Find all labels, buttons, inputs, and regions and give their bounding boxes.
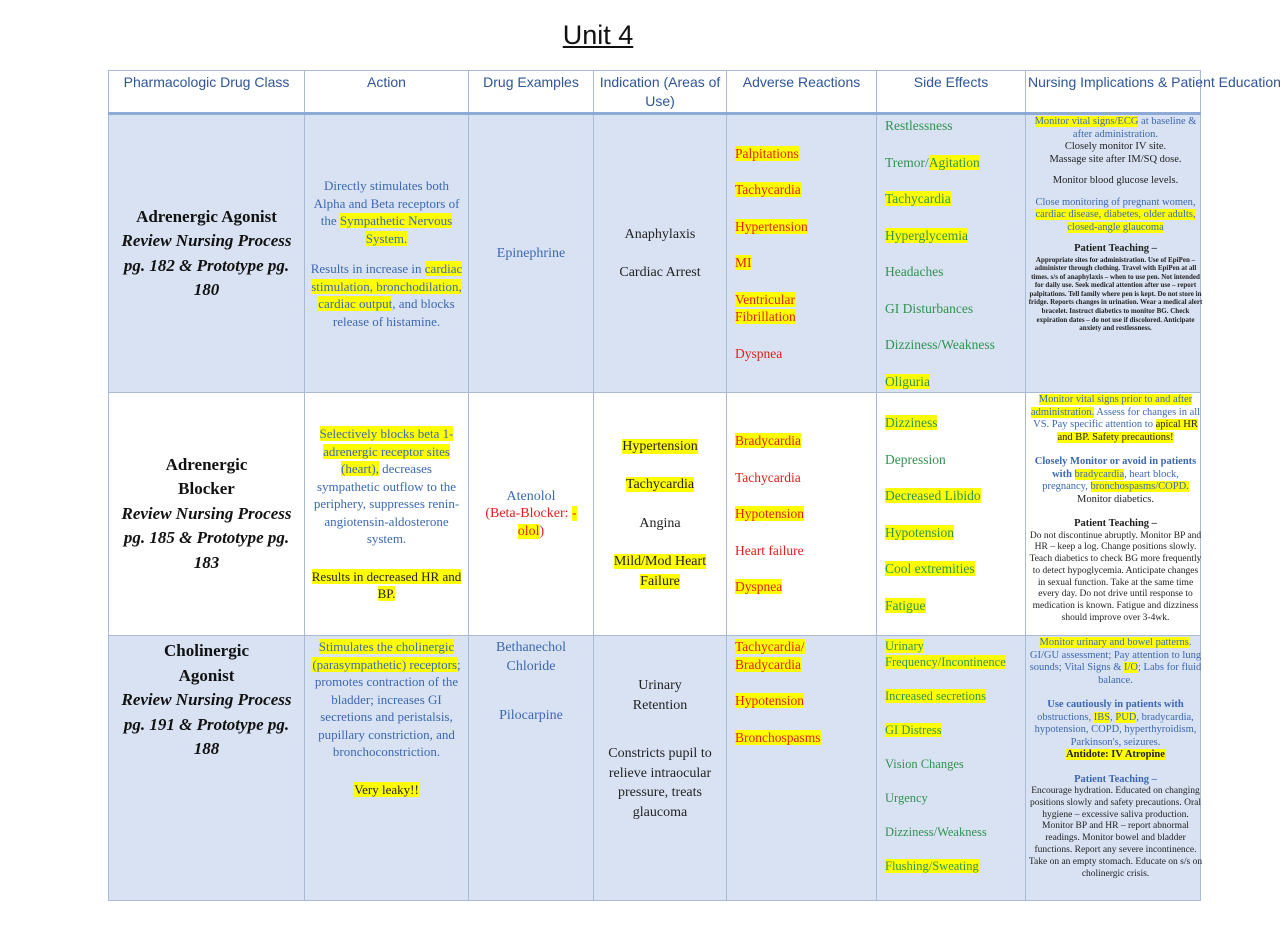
drug-class-cell <box>109 636 305 901</box>
side-effect-item: Decreased Libido <box>885 488 981 503</box>
adverse-item: Hypotension <box>735 506 804 522</box>
indication-item: Constricts pupil to relieve intraocular pressure, treats glaucoma <box>608 746 712 820</box>
side-effects-cell <box>877 636 1026 901</box>
adverse-item: Palpitations <box>735 145 799 161</box>
nursing-implications-cell: Monitor vital signs/ECG at baseline & after administration. Closely monitor IV site. Massage site after IM/SQ dose. Monitor blood glucose levels. Close monitoring of pregnant women, cardiac disease, diabetes, older adults, closed-angle glaucoma Patient Teaching – Appropriate sites for administration. Use of EpiPen – administer through clothing. Travel with EpiPen at all times. s/s of anaphylaxis – when to use pen. Not intended for daily use. Seek medical attention after use – report palpitations. Tell family where pen is kept. Do not store in fridge. Reports changes in urination. Wear a medical alert bracelet. Instruct diabetics to monitor BG. Check expiration dates – do not use if discolored. Anticipate anxiety and restlessness. <box>1026 114 1201 393</box>
patient-teaching-text: Do not discontinue abruptly. Monitor BP and HR – keep a log. Change positions slowly. Teach diabetics to check BG more frequently to detect hypoglycemia. Anticipate changes in sexual function. Take at the same time every day. Do not drive until response to medication is known. Fatigue and dizziness should improve over 3-4wk. <box>1029 530 1202 624</box>
antidote: Antidote: IV Atropine <box>1066 749 1165 760</box>
header-side-effects: Side Effects <box>877 71 1026 114</box>
side-effect-item: Vision Changes <box>885 757 964 771</box>
adverse-item: Dyspnea <box>735 345 783 361</box>
adverse-item: Bradycardia <box>735 433 801 449</box>
side-effect-item: Hypotension <box>885 524 954 540</box>
indication-cell <box>594 636 727 901</box>
patient-teaching-heading: Patient Teaching – <box>1074 518 1157 529</box>
adverse-reactions-cell <box>727 393 877 636</box>
side-effect-item: Cool extremities <box>885 561 975 576</box>
drug-class-cell <box>109 114 305 393</box>
table-row <box>109 393 1201 636</box>
adverse-item: MI <box>735 255 752 271</box>
indication-item: Hypertension <box>622 438 698 454</box>
header-row <box>109 71 1201 114</box>
adverse-reactions-cell <box>727 636 877 901</box>
side-effect-item: Dizziness/Weakness <box>885 337 995 352</box>
adverse-item: Hypertension <box>735 218 808 234</box>
action-cell: Directly stimulates both Alpha and Beta receptors of the Sympathetic Nervous System. Results in increase in cardiac stimulation, bronchodilation, cardiac output, and blocks release of histamine. <box>305 114 469 393</box>
adverse-item: Tachycardia <box>735 182 801 198</box>
drug-examples-cell <box>469 636 594 901</box>
nursing-implications-cell: Monitor vital signs prior to and after administration. Assess for changes in all VS. Pay specific attention to apical HR and BP. Safety precautions! Closely Monitor or avoid in patients with bradycardia, heart block, pregnancy, bronchospasms/COPD. Monitor diabetics. Patient Teaching – Do not discontinue abruptly. Monitor BP and HR – keep a log. Change positions slowly. Teach diabetics to check BG more frequently to detect hypoglycemia. Anticipate changes in sexual function. Take at the same time every day. Do not drive until response to medication is known. Fatigue and dizziness should improve over 3-4wk. <box>1026 393 1201 636</box>
table-row <box>109 114 1201 393</box>
drug-class-name: Adrenergic Agonist <box>136 206 277 226</box>
adverse-reactions-cell <box>727 114 877 393</box>
drug-class-name: Adrenergic Blocker <box>165 454 248 499</box>
indication-item: Cardiac Arrest <box>619 264 701 280</box>
indication-item: Tachycardia <box>625 477 695 493</box>
indication-cell <box>594 114 727 393</box>
side-effect-item: Agitation <box>928 154 980 170</box>
side-effect-item: Fatigue <box>885 597 926 613</box>
side-effect-item: Flushing/Sweating <box>885 859 979 873</box>
side-effect-item: Depression <box>885 451 946 467</box>
indication-item: Anaphylaxis <box>624 227 696 242</box>
patient-teaching-text: Encourage hydration. Educated on changing positions slowly and safety precautions. Oral hygiene – excessive saliva production. Monitor BP and HR – report abnormal readings. Monitor bowel and bladder functions. Report any severe incontinence. Take on an empty stomach. Educate on s/s on cholinergic crisis. <box>1028 786 1203 879</box>
drug-table <box>108 70 1281 901</box>
adverse-item: Hypotension <box>735 693 804 708</box>
review-reference: Review Nursing Process pg. 185 & Prototype pg. 183 <box>121 503 292 572</box>
header-drug-examples: Drug Examples <box>469 71 594 114</box>
drug-example: Epinephrine <box>496 245 566 261</box>
page-title: Unit 4 <box>562 20 634 50</box>
side-effect-item: Dizziness/Weakness <box>885 825 987 839</box>
drug-examples-cell: Atenolol (Beta-Blocker: -olol) <box>469 393 594 636</box>
indication-cell <box>594 393 727 636</box>
header-nursing-implications: Nursing Implications & Patient Education <box>1026 71 1201 114</box>
action-cell: Stimulates the cholinergic (parasympathetic) receptors; promotes contraction of the bladder; increases GI secretions and peristalsis, pupillary constriction, and bronchoconstriction. Very leaky!! <box>305 636 469 901</box>
drug-class-name: Cholinergic Agonist <box>164 641 249 685</box>
drug-examples-cell <box>469 114 594 393</box>
patient-teaching-text: Appropriate sites for administration. Use of EpiPen – administer through clothing. Travel with EpiPen at all times. s/s of anaphylaxis – when to use pen. Not intended for daily use. Seek medical attention after use – report palpitations. Tell family where pen is kept. Do not store in fridge. Reports changes in urination. Wear a medical alert bracelet. Instruct diabetics to monitor BG. Check expiration dates – do not use if discolored. Anticipate anxiety and restlessness. <box>1028 255 1203 333</box>
side-effect-item: Urinary Frequency/Incontinence <box>885 639 1006 669</box>
adverse-item: Tachycardia <box>735 469 801 485</box>
adverse-item: Bronchospasms <box>735 729 821 745</box>
header-action: Action <box>305 71 469 114</box>
review-reference: Review Nursing Process pg. 182 & Prototype pg. 180 <box>121 231 292 299</box>
side-effect-item: GI Distress <box>885 723 942 737</box>
adverse-item: Ventricular Fibrillation <box>735 291 796 325</box>
header-drug-class: Pharmacologic Drug Class <box>109 71 305 114</box>
side-effect-item: GI Disturbances <box>885 300 974 316</box>
side-effect-item: Tremor/ <box>885 154 929 170</box>
table-row <box>109 636 1201 901</box>
header-indication: Indication (Areas of Use) <box>594 71 727 114</box>
indication-item: Urinary Retention <box>632 678 688 713</box>
side-effect-item: Urgency <box>885 791 928 805</box>
drug-example: Pilocarpine <box>499 708 563 723</box>
nursing-implications-cell: Monitor urinary and bowel patterns. GI/GU assessment; Pay attention to lung sounds; Vital Signs & I/O; Labs for fluid balance. Use cautiously in patients with obstructions, IBS, PUD, bradycardia, hypotension, COPD, hyperthyroidism, Parkinson's, seizures. Antidote: IV Atropine Patient Teaching – Encourage hydration. Educated on changing positions slowly and safety precautions. Oral hygiene – excessive saliva production. Monitor BP and HR – report abnormal readings. Monitor bowel and bladder functions. Report any severe incontinence. Take on an empty stomach. Educate on s/s on cholinergic crisis. <box>1026 636 1201 901</box>
adverse-item: Heart failure <box>735 542 804 558</box>
side-effect-item: Tachycardia <box>885 191 951 206</box>
side-effect-item: Restlessness <box>885 118 953 133</box>
side-effects-cell <box>877 114 1026 393</box>
side-effect-item: Hyperglycemia <box>885 227 968 243</box>
drug-example: Bethanechol Chloride <box>496 640 566 674</box>
drug-class-cell <box>109 393 305 636</box>
action-cell: Selectively blocks beta 1-adrenergic receptor sites (heart), decreases sympathetic outflow to the periphery, suppresses renin-angiotensin-aldosterone system. Results in decreased HR and BP. <box>305 393 469 636</box>
side-effects-cell <box>877 393 1026 636</box>
adverse-item: Dyspnea <box>735 579 783 595</box>
adverse-item: Tachycardia/ Bradycardia <box>735 639 805 672</box>
patient-teaching-heading: Patient Teaching – <box>1074 773 1157 785</box>
indication-item: Angina <box>639 515 681 531</box>
patient-teaching-heading: Patient Teaching – <box>1074 243 1157 254</box>
side-effect-item: Dizziness <box>885 415 938 430</box>
review-reference: Review Nursing Process pg. 191 & Prototype pg. 188 <box>121 690 292 758</box>
side-effect-item: Headaches <box>885 264 944 279</box>
side-effect-item: Oliguria <box>885 373 930 389</box>
indication-item: Mild/Mod Heart Failure <box>613 554 707 589</box>
side-effect-item: Increased secretions <box>885 689 986 703</box>
header-adverse-reactions: Adverse Reactions <box>727 71 877 114</box>
drug-example: Atenolol <box>506 488 556 504</box>
